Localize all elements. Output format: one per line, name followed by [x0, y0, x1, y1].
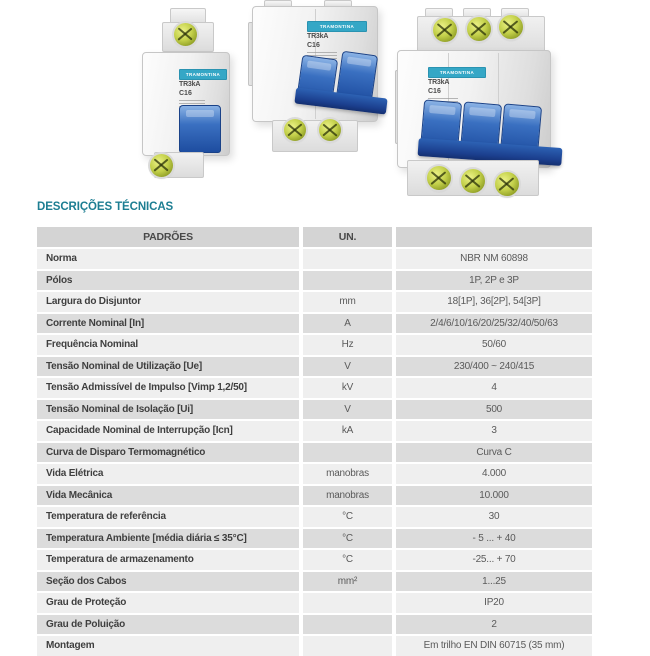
spec-row-3-value: 2/4/6/10/16/20/25/32/40/50/63 — [396, 314, 592, 334]
breaker-body — [142, 52, 230, 156]
spec-row-5-value: 230/400 ~ 240/415 — [396, 357, 592, 377]
terminal-screw-icon — [319, 119, 341, 141]
spec-row-11-unit: manobras — [303, 486, 392, 506]
section-title: DESCRIÇÕES TÉCNICAS — [37, 201, 174, 213]
spec-row-5-unit: V — [303, 357, 392, 377]
rating-label: C16 — [428, 88, 441, 95]
spec-row-14-unit: °C — [303, 550, 392, 570]
brand-label: TRAMONTINA — [185, 72, 221, 77]
spec-row-0-label: Norma — [37, 249, 299, 269]
model-label: TR3kA — [307, 33, 329, 40]
spec-row-4-value: 50/60 — [396, 335, 592, 355]
spec-row-7-label: Tensão Nominal de Isolação [Ui] — [37, 400, 299, 420]
spec-row-1-value: 1P, 2P e 3P — [396, 271, 592, 291]
spec-row-13-label: Temperatura Ambiente [média diária ≤ 35°C] — [37, 529, 299, 549]
spec-row-13-value: - 5 ... + 40 — [396, 529, 592, 549]
terminal-screw-icon — [433, 18, 457, 42]
spec-row-14-label: Temperatura de armazenamento — [37, 550, 299, 570]
spec-row-10-label: Vida Elétrica — [37, 464, 299, 484]
spec-row-6-label: Tensão Admissível de Impulso [Vimp 1,2/50] — [37, 378, 299, 398]
spec-row-2-label: Largura do Disjuntor — [37, 292, 299, 312]
spec-row-0-value: NBR NM 60898 — [396, 249, 592, 269]
spec-row-3-label: Corrente Nominal [In] — [37, 314, 299, 334]
spec-row-8-unit: kA — [303, 421, 392, 441]
breaker-2p — [248, 0, 382, 152]
col-header-values — [396, 227, 592, 247]
spec-row-9-label: Curva de Disparo Termomagnético — [37, 443, 299, 463]
spec-row-3-unit: A — [303, 314, 392, 334]
terminal-screw-icon — [461, 169, 485, 193]
brand-band — [307, 21, 367, 32]
spec-row-9-value: Curva C — [396, 443, 592, 463]
terminal-screw-icon — [495, 172, 519, 196]
spec-row-8-label: Capacidade Nominal de Interrupção [Icn] — [37, 421, 299, 441]
spec-row-15-unit: mm² — [303, 572, 392, 592]
rating-label: C16 — [307, 42, 320, 49]
spec-row-2-value: 18[1P], 36[2P], 54[3P] — [396, 292, 592, 312]
spec-row-12-unit: °C — [303, 507, 392, 527]
toggle-lever — [179, 105, 221, 153]
model-label: TR3kA — [428, 79, 450, 86]
rating-label: C16 — [179, 90, 192, 97]
spec-row-8-value: 3 — [396, 421, 592, 441]
terminal-screw-icon — [467, 17, 491, 41]
spec-row-1-unit — [303, 271, 392, 291]
col-header-unit: UN. — [303, 227, 392, 247]
spec-table — [37, 227, 592, 656]
spec-row-17-value: 2 — [396, 615, 592, 635]
spec-row-17-label: Grau de Poluição — [37, 615, 299, 635]
spec-row-10-unit: manobras — [303, 464, 392, 484]
model-label: TR3kA — [179, 81, 201, 88]
spec-row-16-label: Grau de Proteção — [37, 593, 299, 613]
terminal-screw-icon — [427, 166, 451, 190]
spec-row-12-value: 30 — [396, 507, 592, 527]
spec-row-13-unit: °C — [303, 529, 392, 549]
spec-row-15-value: 1...25 — [396, 572, 592, 592]
spec-row-1-label: Pólos — [37, 271, 299, 291]
spec-row-16-unit — [303, 593, 392, 613]
brand-label: TRAMONTINA — [319, 24, 355, 29]
spec-row-11-value: 10.000 — [396, 486, 592, 506]
terminal-screw-icon — [150, 154, 173, 177]
brand-band — [179, 69, 227, 80]
spec-row-16-value: IP20 — [396, 593, 592, 613]
spec-row-15-label: Seção dos Cabos — [37, 572, 299, 592]
breaker-body — [397, 50, 551, 168]
spec-row-6-unit: kV — [303, 378, 392, 398]
spec-row-7-value: 500 — [396, 400, 592, 420]
spec-row-18-value: Em trilho EN DIN 60715 (35 mm) — [396, 636, 592, 656]
brand-label: TRAMONTINA — [439, 70, 475, 75]
spec-row-11-label: Vida Mecânica — [37, 486, 299, 506]
terminal-screw-icon — [174, 23, 197, 46]
terminal-screw-icon — [284, 119, 306, 141]
breaker-3p — [395, 8, 559, 198]
spec-row-10-value: 4.000 — [396, 464, 592, 484]
spec-row-0-unit — [303, 249, 392, 269]
spec-row-17-unit — [303, 615, 392, 635]
breaker-1p — [140, 8, 228, 178]
spec-row-4-label: Frequência Nominal — [37, 335, 299, 355]
spec-row-18-unit — [303, 636, 392, 656]
col-header-standards: PADRÕES — [37, 227, 299, 247]
brand-band — [428, 67, 486, 78]
spec-row-2-unit: mm — [303, 292, 392, 312]
spec-row-6-value: 4 — [396, 378, 592, 398]
spec-row-4-unit: Hz — [303, 335, 392, 355]
spec-row-14-value: -25... + 70 — [396, 550, 592, 570]
breaker-body — [252, 6, 378, 122]
spec-row-12-label: Temperatura de referência — [37, 507, 299, 527]
spec-row-9-unit — [303, 443, 392, 463]
spec-row-5-label: Tensão Nominal de Utilização [Ue] — [37, 357, 299, 377]
spec-row-7-unit: V — [303, 400, 392, 420]
spec-row-18-label: Montagem — [37, 636, 299, 656]
terminal-screw-icon — [499, 15, 523, 39]
